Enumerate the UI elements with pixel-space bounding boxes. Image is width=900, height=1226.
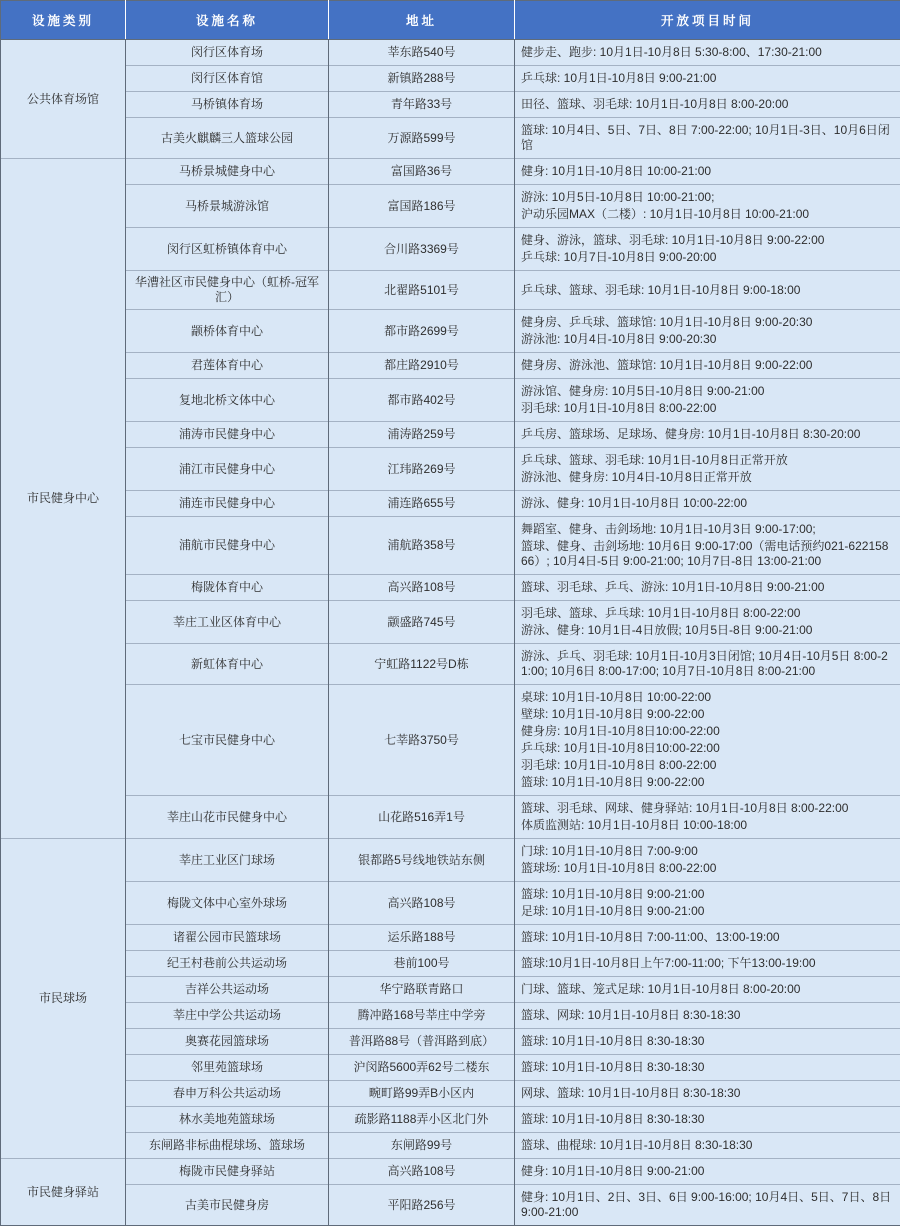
table-row <box>1 40 900 66</box>
hours-cell <box>515 1159 900 1185</box>
hours-line: 游泳池: 10月4日-10月8日 9:00-20:30 <box>521 331 895 348</box>
address-cell: 七莘路3750号 <box>329 685 515 796</box>
hours-cell <box>515 951 900 977</box>
hours-cell <box>515 40 900 66</box>
hours-line: 乒乓球: 10月1日-10月8日10:00-22:00 <box>521 740 895 757</box>
address-cell: 江玮路269号 <box>329 448 515 491</box>
hours-line: 乒乓球: 10月7日-10月8日 9:00-20:00 <box>521 249 895 266</box>
table-row <box>1 644 900 685</box>
hours-line: 足球: 10月1日-10月8日 9:00-21:00 <box>521 903 895 920</box>
facility-name-cell: 吉祥公共运动场 <box>126 977 329 1003</box>
hours-line: 篮球: 10月1日-10月8日 9:00-22:00 <box>521 774 895 791</box>
hours-line: 游泳、乒乓、羽毛球: 10月1日-10月3日闭馆; 10月4日-10月5日 8:00-21:00; 10月6日 8:00-17:00; 10月7日-10月8日 8:00-21:00 <box>521 648 895 680</box>
hours-line: 游泳、健身: 10月1日-10月8日 10:00-22:00 <box>521 495 895 512</box>
hours-line: 门球: 10月1日-10月8日 7:00-9:00 <box>521 843 895 860</box>
facility-name-cell: 闵行区体育馆 <box>126 66 329 92</box>
table-row <box>1 1107 900 1133</box>
hours-cell <box>515 517 900 575</box>
hours-line: 体质监测站: 10月1日-10月8日 10:00-18:00 <box>521 817 895 834</box>
facility-name-cell: 莘庄工业区体育中心 <box>126 601 329 644</box>
column-header-open-hours: 开放项目时间 <box>515 1 900 40</box>
hours-cell <box>515 601 900 644</box>
table-row <box>1 517 900 575</box>
address-cell: 都市路2699号 <box>329 310 515 353</box>
hours-cell <box>515 575 900 601</box>
facility-name-cell: 梅陇文体中心室外球场 <box>126 882 329 925</box>
hours-line: 乒乓球、篮球、羽毛球: 10月1日-10月8日正常开放 <box>521 452 895 469</box>
facility-name-cell: 梅陇体育中心 <box>126 575 329 601</box>
table-row <box>1 796 900 839</box>
address-cell: 新镇路288号 <box>329 66 515 92</box>
hours-line: 篮球: 10月1日-10月8日 8:30-18:30 <box>521 1059 895 1076</box>
address-cell: 浦涛路259号 <box>329 422 515 448</box>
table-row <box>1 448 900 491</box>
hours-line: 篮球:10月1日-10月8日上午7:00-11:00; 下午13:00-19:00 <box>521 955 895 972</box>
hours-line: 健步走、跑步: 10月1日-10月8日 5:30-8:00、17:30-21:00 <box>521 44 895 61</box>
table-row <box>1 1081 900 1107</box>
table-row <box>1 92 900 118</box>
table-row <box>1 1029 900 1055</box>
address-cell: 富国路186号 <box>329 185 515 228</box>
facility-name-cell: 闵行区体育场 <box>126 40 329 66</box>
address-cell: 畹町路99弄B小区内 <box>329 1081 515 1107</box>
hours-cell <box>515 644 900 685</box>
hours-cell <box>515 379 900 422</box>
hours-line: 羽毛球、篮球、乒乓球: 10月1日-10月8日 8:00-22:00 <box>521 605 895 622</box>
hours-line: 壁球: 10月1日-10月8日 9:00-22:00 <box>521 706 895 723</box>
address-cell: 合川路3369号 <box>329 228 515 271</box>
facility-name-cell: 君莲体育中心 <box>126 353 329 379</box>
hours-line: 田径、篮球、羽毛球: 10月1日-10月8日 8:00-20:00 <box>521 96 895 113</box>
table-row <box>1 1159 900 1185</box>
table-row <box>1 1003 900 1029</box>
table-row <box>1 601 900 644</box>
facility-name-cell: 浦航市民健身中心 <box>126 517 329 575</box>
hours-line: 游泳: 10月5日-10月8日 10:00-21:00; <box>521 189 895 206</box>
facility-name-cell: 新虹体育中心 <box>126 644 329 685</box>
column-header-category: 设施类别 <box>1 1 126 40</box>
address-cell: 山花路516弄1号 <box>329 796 515 839</box>
table-row <box>1 575 900 601</box>
table-row <box>1 159 900 185</box>
hours-line: 健身: 10月1日、2日、3日、6日 9:00-16:00; 10月4日、5日、7日、8日 9:00-21:00 <box>521 1189 895 1221</box>
hours-line: 篮球、曲棍球: 10月1日-10月8日 8:30-18:30 <box>521 1137 895 1154</box>
facility-name-cell: 古美市民健身房 <box>126 1185 329 1226</box>
address-cell: 高兴路108号 <box>329 575 515 601</box>
table-row <box>1 839 900 882</box>
hours-cell <box>515 271 900 310</box>
hours-line: 桌球: 10月1日-10月8日 10:00-22:00 <box>521 689 895 706</box>
category-cell: 市民健身中心 <box>1 159 126 839</box>
hours-line: 羽毛球: 10月1日-10月8日 8:00-22:00 <box>521 757 895 774</box>
hours-line: 乒乓球: 10月1日-10月8日 9:00-21:00 <box>521 70 895 87</box>
facility-name-cell: 春申万科公共运动场 <box>126 1081 329 1107</box>
hours-cell <box>515 185 900 228</box>
address-cell: 富国路36号 <box>329 159 515 185</box>
facility-name-cell: 古美火麒麟三人篮球公园 <box>126 118 329 159</box>
facility-name-cell: 梅陇市民健身驿站 <box>126 1159 329 1185</box>
address-cell: 高兴路108号 <box>329 1159 515 1185</box>
hours-line: 健身房、乒乓球、篮球馆: 10月1日-10月8日 9:00-20:30 <box>521 314 895 331</box>
facility-name-cell: 东闸路非标曲棍球场、篮球场 <box>126 1133 329 1159</box>
column-header-facility-name: 设施名称 <box>126 1 329 40</box>
table-row <box>1 951 900 977</box>
hours-line: 沪动乐园MAX（二楼）: 10月1日-10月8日 10:00-21:00 <box>521 206 895 223</box>
hours-line: 篮球: 10月1日-10月8日 8:30-18:30 <box>521 1111 895 1128</box>
address-cell: 北翟路5101号 <box>329 271 515 310</box>
facility-name-cell: 马桥镇体育场 <box>126 92 329 118</box>
table-row <box>1 353 900 379</box>
address-cell: 宁虹路1122号D栋 <box>329 644 515 685</box>
address-cell: 莘东路540号 <box>329 40 515 66</box>
hours-line: 游泳、健身: 10月1日-4日放假; 10月5日-8日 9:00-21:00 <box>521 622 895 639</box>
hours-line: 游泳馆、健身房: 10月5日-10月8日 9:00-21:00 <box>521 383 895 400</box>
address-cell: 青年路33号 <box>329 92 515 118</box>
hours-cell <box>515 353 900 379</box>
address-cell: 运乐路188号 <box>329 925 515 951</box>
facility-name-cell: 莘庄山花市民健身中心 <box>126 796 329 839</box>
hours-line: 舞蹈室、健身、击剑场地: 10月1日-10月3日 9:00-17:00; <box>521 521 895 538</box>
hours-line: 篮球: 10月1日-10月8日 8:30-18:30 <box>521 1033 895 1050</box>
address-cell: 颛盛路745号 <box>329 601 515 644</box>
table-row <box>1 66 900 92</box>
hours-line: 篮球、健身、击剑场地: 10月6日 9:00-17:00（需电话预约021-62215866）; 10月4日-5日 9:00-21:00; 10月7日-8日 13:00-21:00 <box>521 538 895 570</box>
hours-cell <box>515 1107 900 1133</box>
hours-cell <box>515 1055 900 1081</box>
facility-name-cell: 闵行区虹桥镇体育中心 <box>126 228 329 271</box>
address-cell: 银都路5号线地铁站东侧 <box>329 839 515 882</box>
hours-line: 健身、游泳，篮球、羽毛球: 10月1日-10月8日 9:00-22:00 <box>521 232 895 249</box>
facility-name-cell: 林水美地苑篮球场 <box>126 1107 329 1133</box>
hours-cell <box>515 1185 900 1226</box>
facility-name-cell: 莘庄工业区门球场 <box>126 839 329 882</box>
category-cell: 市民球场 <box>1 839 126 1159</box>
facility-name-cell: 七宝市民健身中心 <box>126 685 329 796</box>
table-row <box>1 271 900 310</box>
table-row <box>1 925 900 951</box>
address-cell: 疏影路1188弄小区北门外 <box>329 1107 515 1133</box>
table-row <box>1 228 900 271</box>
hours-line: 乒乓房、篮球场、足球场、健身房: 10月1日-10月8日 8:30-20:00 <box>521 426 895 443</box>
hours-cell <box>515 1003 900 1029</box>
hours-line: 门球、篮球、笼式足球: 10月1日-10月8日 8:00-20:00 <box>521 981 895 998</box>
table-row <box>1 685 900 796</box>
address-cell: 沪闵路5600弄62号二楼东 <box>329 1055 515 1081</box>
table-row <box>1 1133 900 1159</box>
address-cell: 巷前100号 <box>329 951 515 977</box>
hours-cell <box>515 882 900 925</box>
hours-line: 篮球: 10月1日-10月8日 7:00-11:00、13:00-19:00 <box>521 929 895 946</box>
hours-line: 健身: 10月1日-10月8日 9:00-21:00 <box>521 1163 895 1180</box>
address-cell: 华宁路联青路口 <box>329 977 515 1003</box>
hours-line: 健身房、游泳池、篮球馆: 10月1日-10月8日 9:00-22:00 <box>521 357 895 374</box>
hours-line: 健身房: 10月1日-10月8日10:00-22:00 <box>521 723 895 740</box>
hours-line: 健身: 10月1日-10月8日 10:00-21:00 <box>521 163 895 180</box>
table-row <box>1 379 900 422</box>
table-row <box>1 491 900 517</box>
hours-cell <box>515 92 900 118</box>
hours-cell <box>515 1081 900 1107</box>
hours-line: 羽毛球: 10月1日-10月8日 8:00-22:00 <box>521 400 895 417</box>
table-row <box>1 882 900 925</box>
hours-line: 网球、篮球: 10月1日-10月8日 8:30-18:30 <box>521 1085 895 1102</box>
hours-line: 篮球、网球: 10月1日-10月8日 8:30-18:30 <box>521 1007 895 1024</box>
facility-name-cell: 华漕社区市民健身中心（虹桥-冠军汇） <box>126 271 329 310</box>
hours-line: 乒乓球、篮球、羽毛球: 10月1日-10月8日 9:00-18:00 <box>521 282 895 299</box>
hours-cell <box>515 685 900 796</box>
address-cell: 万源路599号 <box>329 118 515 159</box>
table-row <box>1 118 900 159</box>
hours-line: 篮球: 10月4日、5日、7日、8日 7:00-22:00; 10月1日-3日、10月6日闭馆 <box>521 122 895 154</box>
category-cell: 市民健身驿站 <box>1 1159 126 1226</box>
header-row <box>1 1 900 40</box>
hours-line: 篮球、羽毛球、乒乓、游泳: 10月1日-10月8日 9:00-21:00 <box>521 579 895 596</box>
column-header-address: 地址 <box>329 1 515 40</box>
hours-line: 游泳池、健身房: 10月4日-10月8日正常开放 <box>521 469 895 486</box>
address-cell: 普洱路88号（普洱路到底） <box>329 1029 515 1055</box>
hours-cell <box>515 1133 900 1159</box>
hours-cell <box>515 422 900 448</box>
hours-cell <box>515 925 900 951</box>
hours-line: 篮球、羽毛球、网球、健身驿站: 10月1日-10月8日 8:00-22:00 <box>521 800 895 817</box>
hours-cell <box>515 448 900 491</box>
facility-name-cell: 复地北桥文体中心 <box>126 379 329 422</box>
facility-name-cell: 马桥景城游泳馆 <box>126 185 329 228</box>
address-cell: 东闸路99号 <box>329 1133 515 1159</box>
address-cell: 浦航路358号 <box>329 517 515 575</box>
table-row <box>1 1185 900 1226</box>
table-row <box>1 185 900 228</box>
facility-name-cell: 浦连市民健身中心 <box>126 491 329 517</box>
hours-cell <box>515 159 900 185</box>
hours-cell <box>515 66 900 92</box>
facility-name-cell: 马桥景城健身中心 <box>126 159 329 185</box>
address-cell: 都庄路2910号 <box>329 353 515 379</box>
hours-cell <box>515 118 900 159</box>
hours-cell <box>515 839 900 882</box>
address-cell: 浦连路655号 <box>329 491 515 517</box>
facility-name-cell: 浦江市民健身中心 <box>126 448 329 491</box>
facility-name-cell: 纪王村巷前公共运动场 <box>126 951 329 977</box>
address-cell: 高兴路108号 <box>329 882 515 925</box>
table-row <box>1 1055 900 1081</box>
facility-name-cell: 莘庄中学公共运动场 <box>126 1003 329 1029</box>
facility-name-cell: 奥赛花园篮球场 <box>126 1029 329 1055</box>
hours-cell <box>515 310 900 353</box>
table-row <box>1 422 900 448</box>
address-cell: 腾冲路168号莘庄中学旁 <box>329 1003 515 1029</box>
category-cell: 公共体育场馆 <box>1 40 126 159</box>
address-cell: 平阳路256号 <box>329 1185 515 1226</box>
facility-name-cell: 颛桥体育中心 <box>126 310 329 353</box>
table-row <box>1 310 900 353</box>
facility-name-cell: 邻里苑篮球场 <box>126 1055 329 1081</box>
hours-cell <box>515 796 900 839</box>
hours-cell <box>515 491 900 517</box>
hours-line: 篮球场: 10月1日-10月8日 8:00-22:00 <box>521 860 895 877</box>
hours-cell <box>515 1029 900 1055</box>
facility-name-cell: 诸翟公园市民篮球场 <box>126 925 329 951</box>
address-cell: 都市路402号 <box>329 379 515 422</box>
hours-line: 篮球: 10月1日-10月8日 9:00-21:00 <box>521 886 895 903</box>
facility-name-cell: 浦涛市民健身中心 <box>126 422 329 448</box>
hours-cell <box>515 228 900 271</box>
